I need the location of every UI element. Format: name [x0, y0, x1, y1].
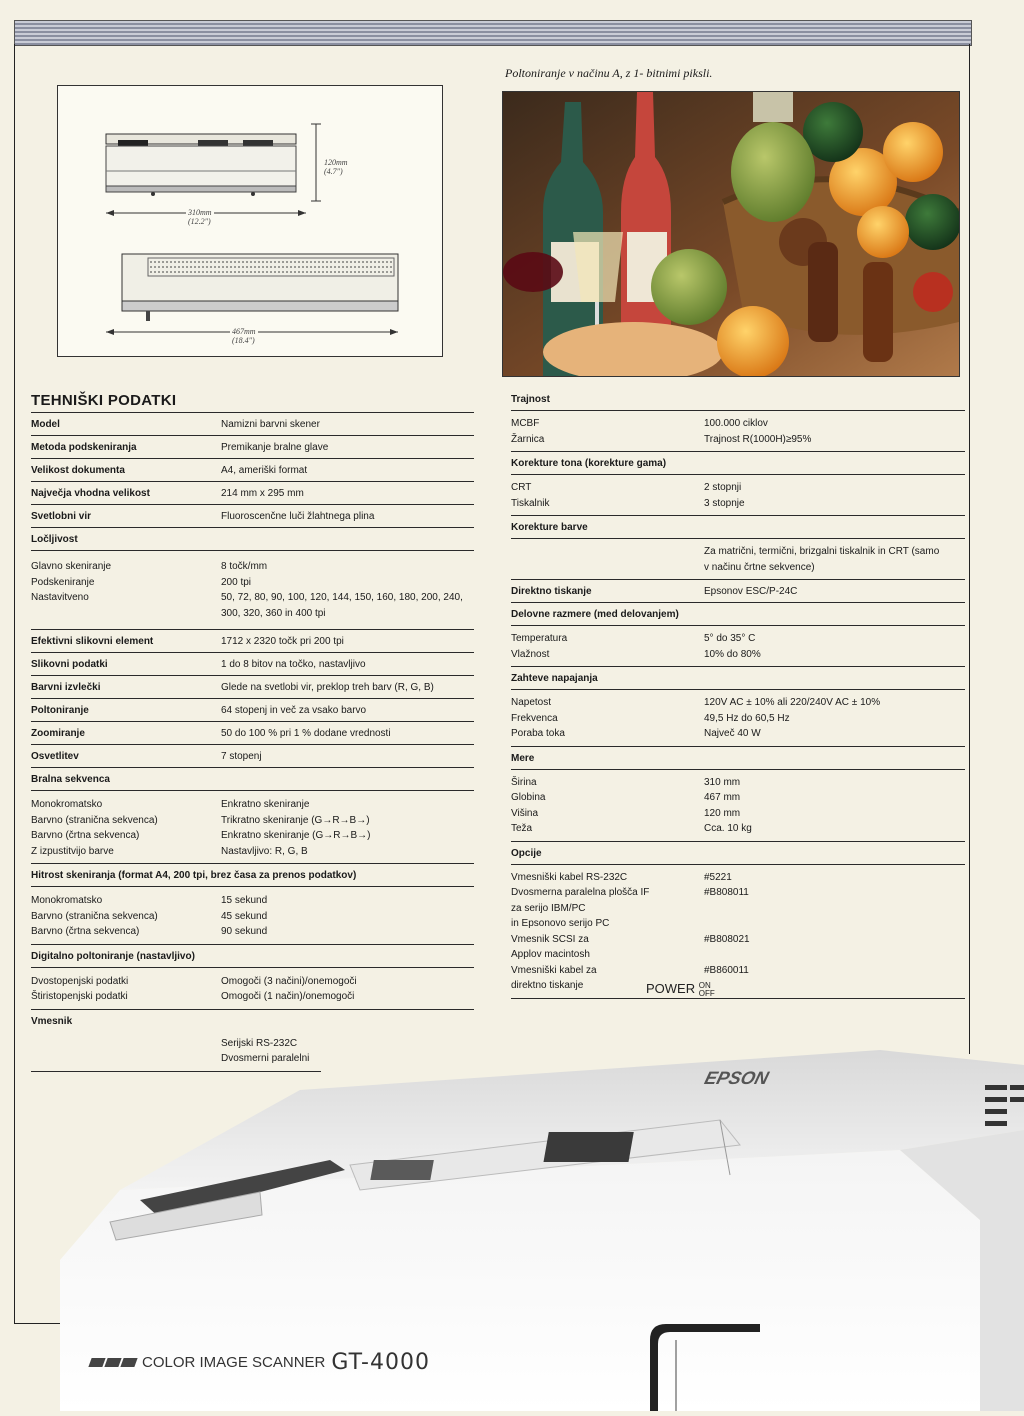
spec-label: Dvostopenjski podatki — [31, 975, 129, 987]
spec-row-interface-head — [31, 1009, 474, 1030]
spec-label: Barvno (črtna sekvenca) — [31, 926, 140, 937]
spec-value: Največ 40 W — [704, 728, 761, 739]
spec-value: 200 tpi — [221, 576, 252, 588]
spec-label: za serijo IBM/PC — [511, 902, 586, 914]
spec-row-zoom — [31, 721, 474, 744]
spec-row-speed-head — [31, 863, 474, 886]
spec-label: Osvetlitev — [31, 751, 79, 762]
spec-value: Omogoči (1 način)/onemogoči — [221, 991, 355, 1002]
spec-row-digital — [31, 967, 474, 1009]
spec-label: Barvno (stranična sekvenca) — [31, 814, 158, 826]
spec-value: A4, ameriški format — [221, 465, 308, 476]
spec-row-power-head — [511, 666, 965, 689]
spec-label: MCBF — [511, 418, 540, 429]
spec-row-read-seq-head — [31, 767, 474, 790]
spec-label: Model — [31, 419, 60, 430]
photo-caption: Poltoniranje v načinu A, z 1- bitnimi piksli. — [505, 66, 713, 80]
spec-label: Monokromatsko — [31, 895, 103, 906]
spec-value: v načinu črtne sekvence) — [704, 561, 815, 573]
spec-value: 50, 72, 80, 90, 100, 120, 144, 150, 160, 180, 200, 240, — [221, 592, 463, 603]
spec-label: CRT — [511, 482, 532, 493]
power-on-label: ON — [698, 980, 711, 990]
spec-row-max-input — [31, 481, 474, 504]
spec-row-speed — [31, 886, 474, 944]
spec-value: Glede na svetlobi vir, preklop treh barv (R, G, B) — [221, 682, 434, 693]
spec-label: Direktno tiskanje — [511, 586, 592, 597]
spec-value: 7 stopenj — [221, 751, 262, 762]
height-mm: 120mm — [324, 158, 348, 167]
spec-value: 8 točk/mm — [221, 561, 268, 572]
spec-label: Širina — [511, 776, 537, 788]
spec-label: Applov macintosh — [511, 949, 590, 960]
spec-label: Žarnica — [511, 433, 545, 445]
spec-row-options-head — [511, 841, 965, 864]
spec-row-options — [511, 864, 965, 999]
width-in: (12.2") — [188, 217, 211, 226]
spec-label: Slikovni podatki — [31, 659, 108, 670]
spec-label: Barvno (stranična sekvenca) — [31, 910, 158, 922]
spec-value: 120 mm — [704, 807, 741, 819]
spec-row-color-corr — [511, 538, 965, 579]
spec-row-durability — [511, 410, 965, 451]
spec-label: Hitrost skeniranja (format A4, 200 tpi, brez časa za prenos podatkov) — [31, 870, 357, 881]
spec-value: 50 do 100 % pri 1 % dodane vrednosti — [221, 728, 391, 739]
spec-label: Vlažnost — [511, 648, 550, 660]
spec-label: direktno tiskanje — [511, 980, 584, 991]
spec-label: Največja vhodna velikost — [31, 488, 150, 499]
spec-value: Omogoči (3 načini)/onemogoči — [221, 975, 357, 987]
spec-value: Trikratno skeniranje (G→R→B→) — [221, 814, 370, 826]
spec-value: 1712 x 2320 točk pri 200 tpi — [221, 636, 344, 647]
spec-row-halftone — [31, 698, 474, 721]
spec-label: Metoda podskeniranja — [31, 442, 137, 453]
spec-label: Vmesniški kabel za — [511, 964, 597, 976]
spec-label: Podskeniranje — [31, 576, 95, 588]
spec-row-element — [31, 629, 474, 652]
spec-value: Namizni barvni skener — [221, 419, 320, 430]
spec-label: Korekture tona (korekture gama) — [511, 458, 667, 469]
brand-stripes-icon — [90, 1358, 136, 1367]
spec-label: Z izpustitvijo barve — [31, 845, 114, 857]
spec-row-env-head — [511, 602, 965, 625]
spec-label: Opcije — [511, 847, 542, 859]
spec-row-color-sep — [31, 675, 474, 698]
spec-row-light — [31, 504, 474, 527]
spec-value: 90 sekund — [221, 926, 268, 937]
spec-value: #B860011 — [704, 964, 749, 976]
power-label-group — [646, 981, 715, 998]
spec-row-doc-size — [31, 458, 474, 481]
spec-value: 467 mm — [704, 792, 741, 803]
spec-row-resolution — [31, 550, 474, 629]
spec-label: Trajnost — [511, 394, 550, 405]
spec-value: #B808021 — [704, 933, 750, 945]
spec-value: 2 stopnji — [704, 482, 742, 493]
spec-label: Bralna sekvenca — [31, 774, 110, 785]
spec-value: Epsonov ESC/P-24C — [704, 586, 798, 597]
spec-label: Zahteve napajanja — [511, 673, 598, 684]
depth-mm: 467mm — [232, 327, 256, 336]
section-title: TEHNIŠKI PODATKI — [31, 392, 177, 409]
spec-label: Nastavitveno — [31, 592, 89, 603]
spec-value: Dvosmerni paralelni — [221, 1053, 310, 1064]
spec-label: Štiristopenjski podatki — [31, 991, 128, 1002]
height-dimension — [324, 158, 348, 176]
spec-label: Digitalno poltoniranje (nastavljivo) — [31, 950, 195, 962]
spec-label: Teža — [511, 823, 533, 834]
spec-value: Premikanje bralne glave — [221, 442, 329, 453]
spec-value: 5° do 35° C — [704, 633, 756, 644]
spec-row-read-seq — [31, 790, 474, 863]
spec-label: Delovne razmere (med delovanjem) — [511, 609, 679, 620]
spec-label: Svetlobni vir — [31, 511, 92, 522]
spec-value: Enkratno skeniranje — [221, 799, 310, 810]
spec-row-model — [31, 412, 474, 435]
spec-value: 310 mm — [704, 776, 741, 788]
spec-label: in Epsonovo serijo PC — [511, 918, 610, 929]
spec-table-right — [511, 388, 965, 999]
spec-row-brightness — [31, 744, 474, 767]
spec-label: Mere — [511, 752, 535, 764]
sample-halftone-photo — [502, 91, 960, 377]
spec-value: 214 mm x 295 mm — [221, 488, 304, 499]
depth-in: (18.4") — [232, 336, 255, 345]
product-line: COLOR IMAGE SCANNER — [142, 1354, 326, 1371]
spec-label: Glavno skeniranje — [31, 561, 112, 572]
spec-row-method — [31, 435, 474, 458]
spec-row-tone — [511, 474, 965, 515]
spec-row-dims-head — [511, 746, 965, 769]
height-in: (4.7") — [324, 167, 343, 176]
spec-label: Barvni izvlečki — [31, 682, 101, 693]
spec-row-color-corr-head — [511, 515, 965, 538]
spec-label: Globina — [511, 792, 546, 803]
spec-value: #B808011 — [704, 887, 749, 898]
spec-label: Dvosmerna paralelna plošča IF — [511, 887, 650, 898]
header-band — [14, 20, 972, 46]
spec-row-dims — [511, 769, 965, 841]
spec-label: Poltoniranje — [31, 705, 89, 716]
power-off-label: OFF — [698, 988, 715, 998]
spec-value: 1 do 8 bitov na točko, nastavljivo — [221, 659, 366, 670]
spec-label: Frekvenca — [511, 712, 558, 724]
scanner-brand: EPSON — [702, 1068, 771, 1088]
spec-label: Monokromatsko — [31, 799, 103, 810]
spec-value: 15 sekund — [221, 895, 268, 906]
spec-value: 49,5 Hz do 60,5 Hz — [704, 712, 790, 724]
width-dimension — [186, 208, 214, 226]
spec-label: Vmesnik SCSI za — [511, 933, 589, 945]
width-mm: 310mm — [188, 208, 212, 217]
sample-photo-svg — [503, 92, 959, 376]
spec-value: 300, 320, 360 in 400 tpi — [221, 607, 326, 619]
spec-value: Nastavljivo: R, G, B — [221, 845, 308, 857]
spec-label: Korekture barve — [511, 522, 588, 533]
power-switch-labels — [699, 982, 715, 998]
spec-label: Tiskalnik — [511, 497, 550, 509]
spec-label: Višina — [511, 807, 539, 819]
spec-row-image-data — [31, 652, 474, 675]
spec-row-durability-head — [511, 388, 965, 410]
spec-label: Vmesniški kabel RS-232C — [511, 871, 628, 883]
spec-label: Temperatura — [511, 633, 568, 644]
spec-label: Poraba toka — [511, 728, 565, 739]
spec-value: Fluoroscenčne luči žlahtnega plina — [221, 511, 375, 522]
dimension-drawing-svg — [58, 86, 442, 356]
spec-row-env — [511, 625, 965, 666]
spec-label: Efektivni slikovni element — [31, 636, 154, 647]
frame-line-right — [969, 44, 970, 1054]
product-brand-line — [90, 1350, 430, 1375]
spec-value: #5221 — [704, 871, 732, 883]
spec-value: 100.000 ciklov — [704, 418, 768, 429]
spec-label: Zoomiranje — [31, 728, 85, 739]
spec-row-tone-head — [511, 451, 965, 474]
spec-value: 64 stopenj in več za vsako barvo — [221, 705, 367, 716]
spec-value: Za matrični, termični, brizgalni tiskalnik in CRT (samo — [704, 546, 940, 557]
spec-row-power — [511, 689, 965, 746]
spec-label: Barvno (črtna sekvenca) — [31, 830, 140, 841]
spec-table-left — [31, 412, 474, 1072]
spec-label: Ločljivost — [31, 534, 78, 545]
spec-row-resolution-head — [31, 527, 474, 550]
spec-value: Serijski RS-232C — [221, 1037, 298, 1049]
spec-value: 120V AC ± 10% ali 220/240V AC ± 10% — [704, 697, 881, 708]
power-label: POWER — [646, 981, 696, 996]
spec-value: Cca. 10 kg — [704, 823, 752, 834]
spec-value: Trajnost R(1000H)≥95% — [704, 433, 812, 445]
spec-row-digital-head — [31, 944, 474, 967]
spec-value: Enkratno skeniranje (G→R→B→) — [221, 830, 371, 841]
dimension-drawing — [57, 85, 443, 357]
spec-row-direct — [511, 579, 965, 602]
spec-label: Napetost — [511, 697, 552, 708]
spec-value: 3 stopnje — [704, 497, 745, 509]
depth-dimension — [230, 327, 258, 345]
spec-value: 45 sekund — [221, 910, 268, 922]
product-model: GT-4000 — [331, 1350, 430, 1375]
spec-value: 10% do 80% — [704, 648, 761, 660]
spec-label: Velikost dokumenta — [31, 465, 125, 476]
spec-label: Vmesnik — [31, 1015, 73, 1027]
